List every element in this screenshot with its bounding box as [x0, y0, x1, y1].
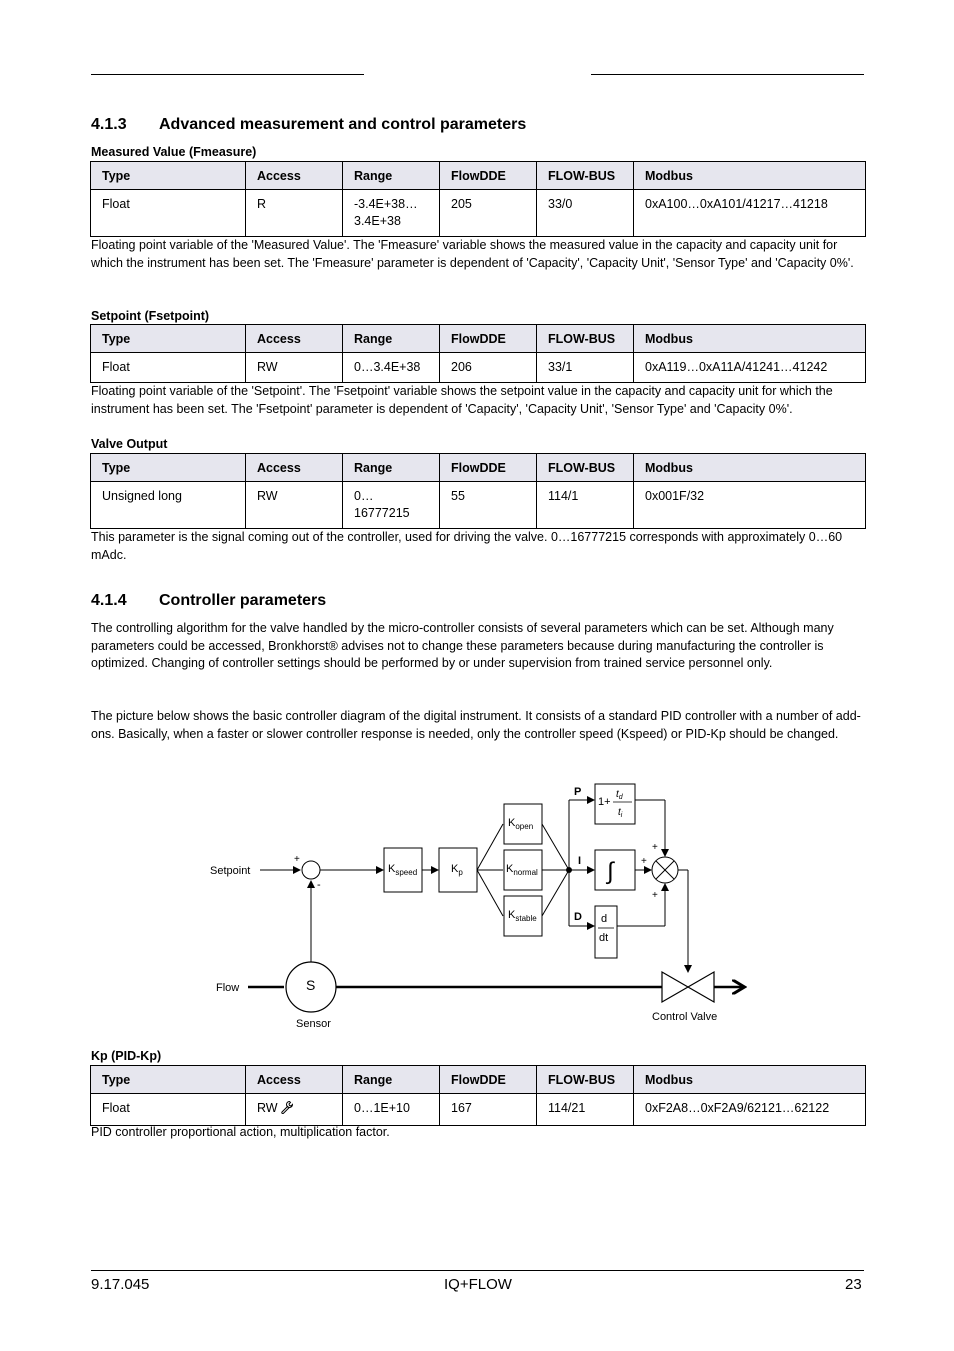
cell-range — [343, 482, 440, 529]
section-number: 4.1.3 — [91, 116, 127, 133]
knormal-subscript: normal — [513, 868, 538, 877]
fmeasure-table — [90, 161, 866, 237]
table-row — [91, 1094, 866, 1126]
control-valve-label: Control Valve — [652, 1011, 718, 1023]
table-row — [91, 190, 866, 237]
col-type: Type — [91, 1066, 246, 1094]
col-range: Range — [343, 1066, 440, 1094]
summing-node — [302, 861, 320, 879]
k-letter: K — [451, 863, 459, 875]
col-flowdde: FlowDDE — [440, 325, 537, 353]
col-type: Type — [91, 325, 246, 353]
footer-rule — [91, 1270, 864, 1271]
range-line-1: 0… — [354, 489, 374, 503]
p-block-ti: $t_i$ — [618, 807, 623, 819]
header-rule-left — [91, 74, 364, 75]
integral-symbol: ∫ — [607, 858, 614, 885]
controller-paragraph-1: The controlling algorithm for the valve handled by the micro-controller consists of several parameters which can be set. Although many parameters could be accessed, Bronkhorst® advises not to change these parameters because during manufacturing the controller is optimized. Changing of controller settings should be performed by or under supervision from trained service personnel only. — [91, 621, 834, 670]
col-flowbus: FLOW-BUS — [537, 162, 634, 190]
table-caption-valve-output: Valve Output — [91, 437, 168, 451]
k-letter: K — [506, 863, 514, 875]
sensor-letter: S — [306, 977, 316, 993]
sum2-plus-left: + — [641, 856, 647, 867]
col-flowbus: FLOW-BUS — [537, 325, 634, 353]
cell-type: Float — [91, 190, 246, 237]
kp-description: PID controller proportional action, multiplication factor. — [91, 1125, 390, 1139]
cell-flowbus: 114/1 — [537, 482, 634, 529]
cell-type: Float — [91, 1094, 246, 1126]
fmeasure-description: Floating point variable of the 'Measured Value'. The 'Fmeasure' variable shows the measured value in the capacity and capacity unit for which the instrument has been set. The 'Fmeasure' parameter is dependent of 'Capacity', 'Capacity Unit', 'Sensor Type' and 'Capacity 0%'. — [91, 238, 854, 270]
wrench-icon — [280, 1100, 294, 1119]
range-line-2: 16777215 — [354, 506, 410, 520]
col-range: Range — [343, 162, 440, 190]
kopen-subscript: open — [515, 822, 534, 831]
controller-diagram — [200, 780, 760, 1035]
cell-flowbus: 33/0 — [537, 190, 634, 237]
section-title: Advanced measurement and control parameters — [159, 116, 527, 133]
table-header-row — [91, 325, 866, 353]
cell-flowdde: 167 — [440, 1094, 537, 1126]
access-value: RW — [257, 1101, 278, 1115]
col-range: Range — [343, 454, 440, 482]
i-block — [595, 850, 635, 890]
cell-range — [343, 190, 440, 237]
col-modbus: Modbus — [634, 454, 866, 482]
kstable-subscript: stable — [515, 914, 537, 923]
valve-output-table — [90, 453, 866, 529]
table-row — [91, 482, 866, 529]
header-rule-right — [591, 74, 864, 75]
k-letter: K — [508, 909, 516, 921]
cell-flowdde: 55 — [440, 482, 537, 529]
flow-label: Flow — [216, 982, 240, 994]
table-header-row — [91, 1066, 866, 1094]
sum-minus-sign: - — [317, 879, 321, 891]
cell-modbus: 0xF2A8…0xF2A9/62121…62122 — [634, 1094, 866, 1126]
k-letter: K — [388, 863, 396, 875]
cell-modbus: 0xA119…0xA11A/41241…41242 — [634, 353, 866, 383]
col-access: Access — [246, 1066, 343, 1094]
table-row — [91, 353, 866, 383]
kstable-to-junction-line — [542, 870, 569, 916]
cell-access — [246, 1094, 343, 1126]
p-block-td: $t_d$ — [616, 789, 623, 801]
section-number: 4.1.4 — [91, 592, 127, 609]
setpoint-label: Setpoint — [210, 865, 251, 877]
col-modbus: Modbus — [634, 162, 866, 190]
cell-access: RW — [246, 482, 343, 529]
range-line-1: -3.4E+38… — [354, 197, 418, 211]
cell-modbus: 0x001F/32 — [634, 482, 866, 529]
kopen-to-junction-line — [542, 824, 569, 870]
section-heading-4-1-4 — [91, 592, 326, 610]
footer-doc-number: 9.17.045 — [91, 1276, 150, 1293]
cell-range: 0…3.4E+38 — [343, 353, 440, 383]
kp-table — [90, 1065, 866, 1126]
p-label: P — [574, 786, 582, 798]
col-access: Access — [246, 325, 343, 353]
cell-range: 0…1E+10 — [343, 1094, 440, 1126]
footer-product-name: IQ+FLOW — [444, 1276, 512, 1293]
control-valve-symbol — [662, 972, 714, 1002]
range-line-2: 3.4E+38 — [354, 214, 401, 228]
sum2-plus-bottom: + — [652, 890, 658, 901]
cell-flowdde: 205 — [440, 190, 537, 237]
col-access: Access — [246, 454, 343, 482]
kp-to-kstable-line — [477, 870, 503, 916]
cell-modbus: 0xA100…0xA101/41217…41218 — [634, 190, 866, 237]
d-block-dt: dt — [599, 932, 609, 944]
kspeed-subscript: speed — [395, 868, 418, 877]
k-letter: K — [508, 817, 516, 829]
col-flowdde: FlowDDE — [440, 162, 537, 190]
section-title: Controller parameters — [159, 592, 327, 609]
cell-access: RW — [246, 353, 343, 383]
cell-type: Float — [91, 353, 246, 383]
d-label: D — [574, 911, 582, 923]
table-caption-fsetpoint: Setpoint (Fsetpoint) — [91, 309, 210, 323]
kp-to-kopen-line — [477, 824, 503, 870]
section-heading-4-1-3 — [91, 116, 526, 134]
valve-output-description: This parameter is the signal coming out of the controller, used for driving the valve. 0…16777215 corresponds with approximately 0…60 mAdc. — [91, 530, 843, 562]
sum2-plus-top: + — [652, 842, 658, 853]
fsetpoint-table — [90, 324, 866, 383]
fsetpoint-description: Floating point variable of the 'Setpoint'. The 'Fsetpoint' variable shows the setpoint value in the capacity and capacity unit for which the instrument has been set. The 'Fsetpoint' parameter is dependent of 'Capacity', 'Capacity Unit', 'Sensor Type' and 'Capacity 0%'. — [91, 384, 833, 416]
col-access: Access — [246, 162, 343, 190]
cell-flowbus: 33/1 — [537, 353, 634, 383]
cell-access: R — [246, 190, 343, 237]
table-caption-fmeasure: Measured Value (Fmeasure) — [91, 145, 257, 159]
footer-page-number: 23 — [845, 1276, 862, 1293]
col-modbus: Modbus — [634, 325, 866, 353]
d-block-d: d — [601, 913, 608, 925]
cell-flowbus: 114/21 — [537, 1094, 634, 1126]
col-flowbus: FLOW-BUS — [537, 454, 634, 482]
table-caption-kp: Kp (PID-Kp) — [91, 1049, 162, 1063]
col-type: Type — [91, 454, 246, 482]
table-header-row — [91, 162, 866, 190]
col-flowdde: FlowDDE — [440, 454, 537, 482]
sum-plus-sign: + — [294, 854, 300, 865]
cell-type: Unsigned long — [91, 482, 246, 529]
col-modbus: Modbus — [634, 1066, 866, 1094]
col-flowbus: FLOW-BUS — [537, 1066, 634, 1094]
col-range: Range — [343, 325, 440, 353]
col-flowdde: FlowDDE — [440, 1066, 537, 1094]
table-header-row — [91, 454, 866, 482]
kp-subscript: p — [458, 868, 463, 877]
cell-flowdde: 206 — [440, 353, 537, 383]
p-block-one-plus: 1+ — [598, 796, 611, 808]
i-label: I — [578, 855, 582, 867]
col-type: Type — [91, 162, 246, 190]
controller-paragraph-2: The picture below shows the basic controller diagram of the digital instrument. It consists of a standard PID controller with a number of add-ons. Basically, when a faster or slower controller response is needed, only the controller speed (Kspeed) or PID-Kp should be changed. — [91, 709, 861, 741]
sensor-label: Sensor — [296, 1018, 331, 1030]
